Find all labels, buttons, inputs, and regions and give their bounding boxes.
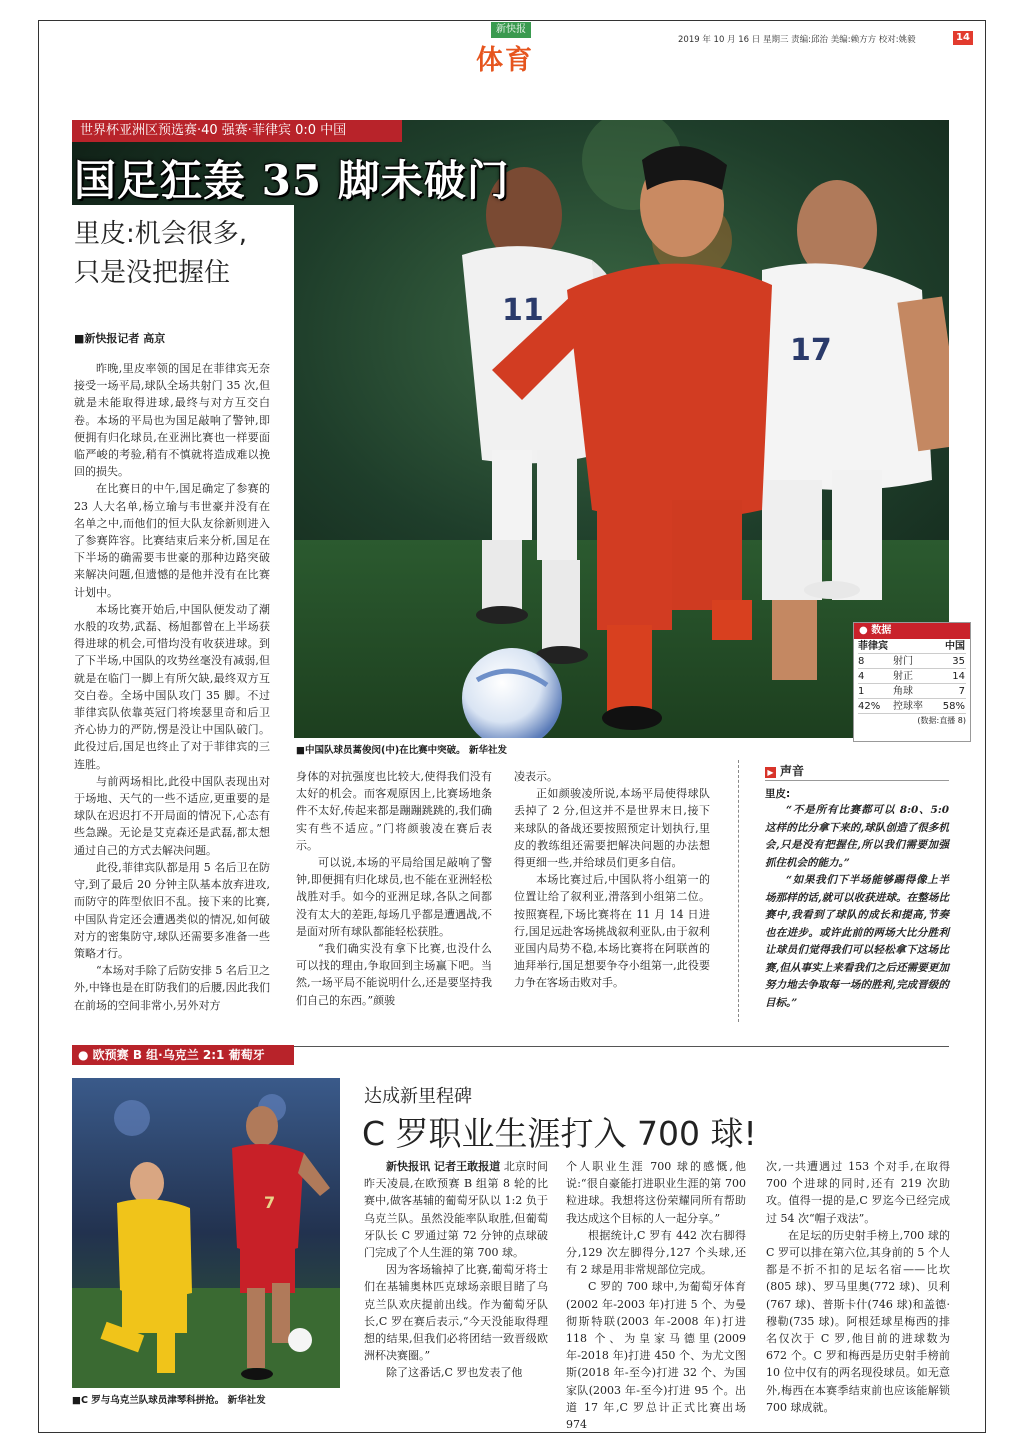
voice-rule [765,780,949,781]
paragraph: 与前两场相比,此役中国队表现出对于场地、天气的一些不适应,更重要的是球队在迟迟打不开局面的情况下,心态有些急躁。无论是艾克森还是武磊,都太想通过自己的方式去解决问题。 [74,774,270,857]
play-icon: ▶ [765,767,776,778]
story2-overline: 达成新里程碑 [364,1086,472,1107]
stats-label: 控球率 [893,701,923,712]
stats-label: 角球 [893,686,913,697]
column-divider [738,760,739,1022]
date-line: 2019 年 10 月 16 日 星期三 责编:邱治 美编:赖方方 校对:姚毅 [678,35,916,45]
stats-box [853,622,971,742]
paragraph: 在足坛的历史射手榜上,700 球的 C 罗可以排在第六位,其身前的 5 个人都是不折不扣的足坛名宿——比坎(805 球)、罗马里奥(772 球)、贝利(767 球)、普斯卡什(746 球)和盖德·穆勒(735 球)。阿根廷球星梅西的排名仅次于 C 罗,他目前的进球数为 672 个。C 罗和梅西是历史射手榜前 10 位中仅有的两名现役球员。如无意外,梅西在本赛季结束前也应该能解锁 700 球成就。 [766,1228,950,1414]
stats-right-value: 14 [952,671,965,682]
stats-row [858,669,966,684]
paragraph: 因为客场输掉了比赛,葡萄牙将士们在基辅奥林匹克球场亲眼目睹了乌克兰队欢庆提前出线。作为葡萄牙队长,C 罗在赛后表示,“今天没能取得理想的结果,但我们必将团结一致晋级欧洲杯决赛圈。” [364,1263,548,1363]
paragraph: 本场比赛过后,中国队将小组第一的位置让给了叙利亚,滑落到小组第二位。按照赛程,下场比赛将在 11 月 14 日进行,国足远赴客场挑战叙利亚队,由于叙利亚国内局势不稳,本场比赛将在阿联酋的迪拜举行,国足想要争夺小组第一,此役要力争在客场击败对手。 [514,873,710,990]
voice-speaker: 里皮: [765,788,791,800]
story2-column-3 [766,1158,950,1416]
paragraph: 本场比赛开始后,中国队便发动了潮水般的攻势,武磊、杨旭都曾在上半场获得进球的机会,可惜均没有收获进球。到了下半场,中国队的攻势丝毫没有减弱,但就是在临门一脚上有所欠缺,最终双方互交白卷。全场中国队攻门 35 脚。不过菲律宾队依靠英冠门将埃瑟里奇和后卫齐心协力的严防,愣是没让中国队破门。此役过后,国足也终止了对于菲律宾的三连胜。 [74,602,270,771]
story1-subhead-2: 只是没把握住 [74,258,231,288]
story1-headline: 国足狂轰 35 脚未破门 [74,156,510,205]
stats-left-value: 8 [858,656,865,667]
jersey-number-left: 11 [502,293,544,328]
paragraph: C 罗的 700 球中,为葡萄牙体育(2002 年-2003 年)打进 5 个、为曼彻斯特联(2003 年-2008 年)打进 118 个、为皇家马德里(2009 年-2018 年)打进 450 个、为尤文图斯(2018 年-至今)打进 32 个、为国家队(2003 年-至今)打进 95 个。出道 17 年,C 罗总计正式比赛出场 974 [566,1280,746,1432]
page-number-badge: 14 [953,31,973,45]
paragraph: 在比赛日的中午,国足确定了参赛的 23 人大名单,杨立瑜与韦世豪并没有在名单之中,而他们的恒大队友徐新则进入了参赛阵容。比赛结束后来分析,国足在下半场的确需要韦世豪的那种边路突破来解决问题,但遗憾的是他并没有在比赛计划中。 [74,482,270,599]
paragraph: 次,一共遭遇过 153 个对手,在取得 700 个进球的同时,还有 219 次助攻。值得一提的是,C 罗迄今已经完成过 54 次“帽子戏法”。 [766,1160,950,1225]
section-title: 体育 [476,45,534,76]
story1-photo-caption: ■中国队球员蒿俊闵(中)在比赛中突破。 新华社发 [296,745,507,756]
ronaldo-photo [72,1078,340,1388]
story1-column-2 [296,768,492,1009]
paragraph: 可以说,本场的平局给国足敲响了警钟,即便拥有归化球员,也不能在亚洲轻松战胜对手。如今的亚洲足球,各队之间都没有太大的差距,每场几乎都是遭遇战,不是面对所有球队都能轻松获胜。 [296,856,492,938]
paragraph: 除了这番话,C 罗也发表了他 [386,1366,523,1380]
stats-title: ● 数据 [854,623,970,639]
story2-column-2 [566,1158,746,1433]
stats-left-value: 4 [858,671,865,682]
voice-label-text: 声音 [780,764,805,778]
story2-lead: 新快报讯 记者王敢报道 [386,1160,501,1173]
voice-label [765,762,804,779]
story1-column-1 [74,360,270,1014]
stats-team-right: 中国 [945,641,965,652]
stats-right-value: 35 [952,656,965,667]
paragraph: “本场对手除了后防安排 5 名后卫之外,中锋也是在盯防我们的后腰,因此我们在前场的空间非常小,另外对方 [74,964,270,1012]
stats-label: 射正 [893,671,913,682]
paragraph: 身体的对抗强度也比较大,使得我们没有太好的机会。而客观原因上,比赛场地条件不太好,传起来都是蹦蹦跳跳的,我们确实有些不适应。”门将颜骏凌在赛后表示。 [296,770,492,852]
paragraph: 凌表示。 [514,770,558,783]
ronaldo-match-illustration [72,1078,340,1388]
story1-byline: ■新快报记者 高京 [74,332,166,345]
story2-kicker-text: 欧预赛 B 组·乌克兰 2:1 葡萄牙 [92,1048,265,1062]
stats-team-left: 菲律宾 [858,641,888,652]
stats-title-text: 数据 [871,625,892,636]
stats-row [858,684,966,699]
paragraph: “我们确实没有拿下比赛,也没什么可以找的理由,争取回到主场赢下吧。当然,一场平局不能说明什么,还是要坚持我们自己的东西。”颜骏 [296,942,492,1007]
voice-quotes [765,802,949,1012]
paragraph: 根据统计,C 罗有 442 次右脚得分,129 次左脚得分,127 个头球,还有 2 球是用非常规部位完成。 [566,1228,746,1277]
paragraph: 个人职业生涯 700 球的感慨,他说:“很自豪能打进职业生涯的第 700 粒进球。我想将这份荣耀同所有帮助我达成这个目标的人一起分享。” [566,1160,746,1225]
paragraph-text: 北京时间昨天凌晨,在欧预赛 B 组第 8 轮的比赛中,做客基辅的葡萄牙队以 1:2 负于乌克兰队。虽然没能率队取胜,但葡萄牙队长 C 罗通过第 72 分钟的点球破门完成了个人生涯的第 700 球。 [364,1160,548,1260]
voice-quote: “不是所有比赛都可以 8:0、5:0 这样的比分拿下来的,球队创造了很多机会,只是没有把握住,所以我们需要加强抓住机会的能力。” [765,804,949,869]
stats-label: 射门 [893,656,913,667]
stats-right-value: 7 [958,686,965,697]
jersey-number-right: 17 [790,333,832,368]
story2-kicker: ● 欧预赛 B 组·乌克兰 2:1 葡萄牙 [72,1045,294,1065]
story1-column-3 [514,768,710,992]
paragraph: 正如颜骏凌所说,本场平局使得球队丢掉了 2 分,但这并不是世界末日,接下来球队的备战还要按照预定计划执行,里皮的教练组还需要把解决问题的办法想得更细一些,并给球员们更多自信。 [514,787,710,870]
stats-teams-row [858,639,966,654]
stats-left-value: 42% [858,701,881,712]
stats-right-value: 58% [942,701,965,712]
voice-quote: “如果我们下半场能够踢得像上半场那样的话,就可以收获进球。在整场比赛中,我看到了球队的成长和提高,节奏也在进步。或许此前的两场大比分胜利让球员们觉得我们可以轻松拿下这场比赛,但从事实上来看我们之后还需要更加努力地去争取每一场的胜利,完成晋级的目标。” [765,874,949,1009]
stats-row [858,699,966,714]
stats-source: (数据:直播 8) [917,716,966,725]
story1-subhead-1: 里皮:机会很多, [74,219,248,249]
story1-kicker: 世界杯亚洲区预选赛·40 强赛·菲律宾 0:0 中国 [72,120,402,142]
story2-headline: C 罗职业生涯打入 700 球! [362,1114,757,1153]
paragraph: 此役,菲律宾队都是用 5 名后卫在防守,到了最后 20 分钟主队基本放弃进攻,而防守的阵型依旧不乱。接下来的比赛,中国队肯定还会遭遇类似的情况,如何破对方的密集防守,球队还需要多准备一些策略才行。 [74,860,270,960]
paragraph: 昨晚,里皮率领的国足在菲律宾无奈接受一场平局,球队全场共射门 35 次,但就是未能取得进球,最终与对方互交白卷。本场的平局也为国足敲响了警钟,即便拥有归化球员,在亚洲比赛也一样要面临严峻的考验,稍有不慎就将造成难以挽回的损失。 [74,362,270,479]
ronaldo-jersey-number: 7 [264,1193,276,1212]
story2-column-1 [364,1158,548,1382]
newspaper-logo: 新快报 [491,22,531,38]
stats-row [858,654,966,669]
football [288,1328,312,1352]
story2-photo-caption: ■C 罗与乌克兰队球员津琴科拼抢。 新华社发 [72,1395,266,1406]
stats-left-value: 1 [858,686,865,697]
paragraph [364,1158,548,1261]
